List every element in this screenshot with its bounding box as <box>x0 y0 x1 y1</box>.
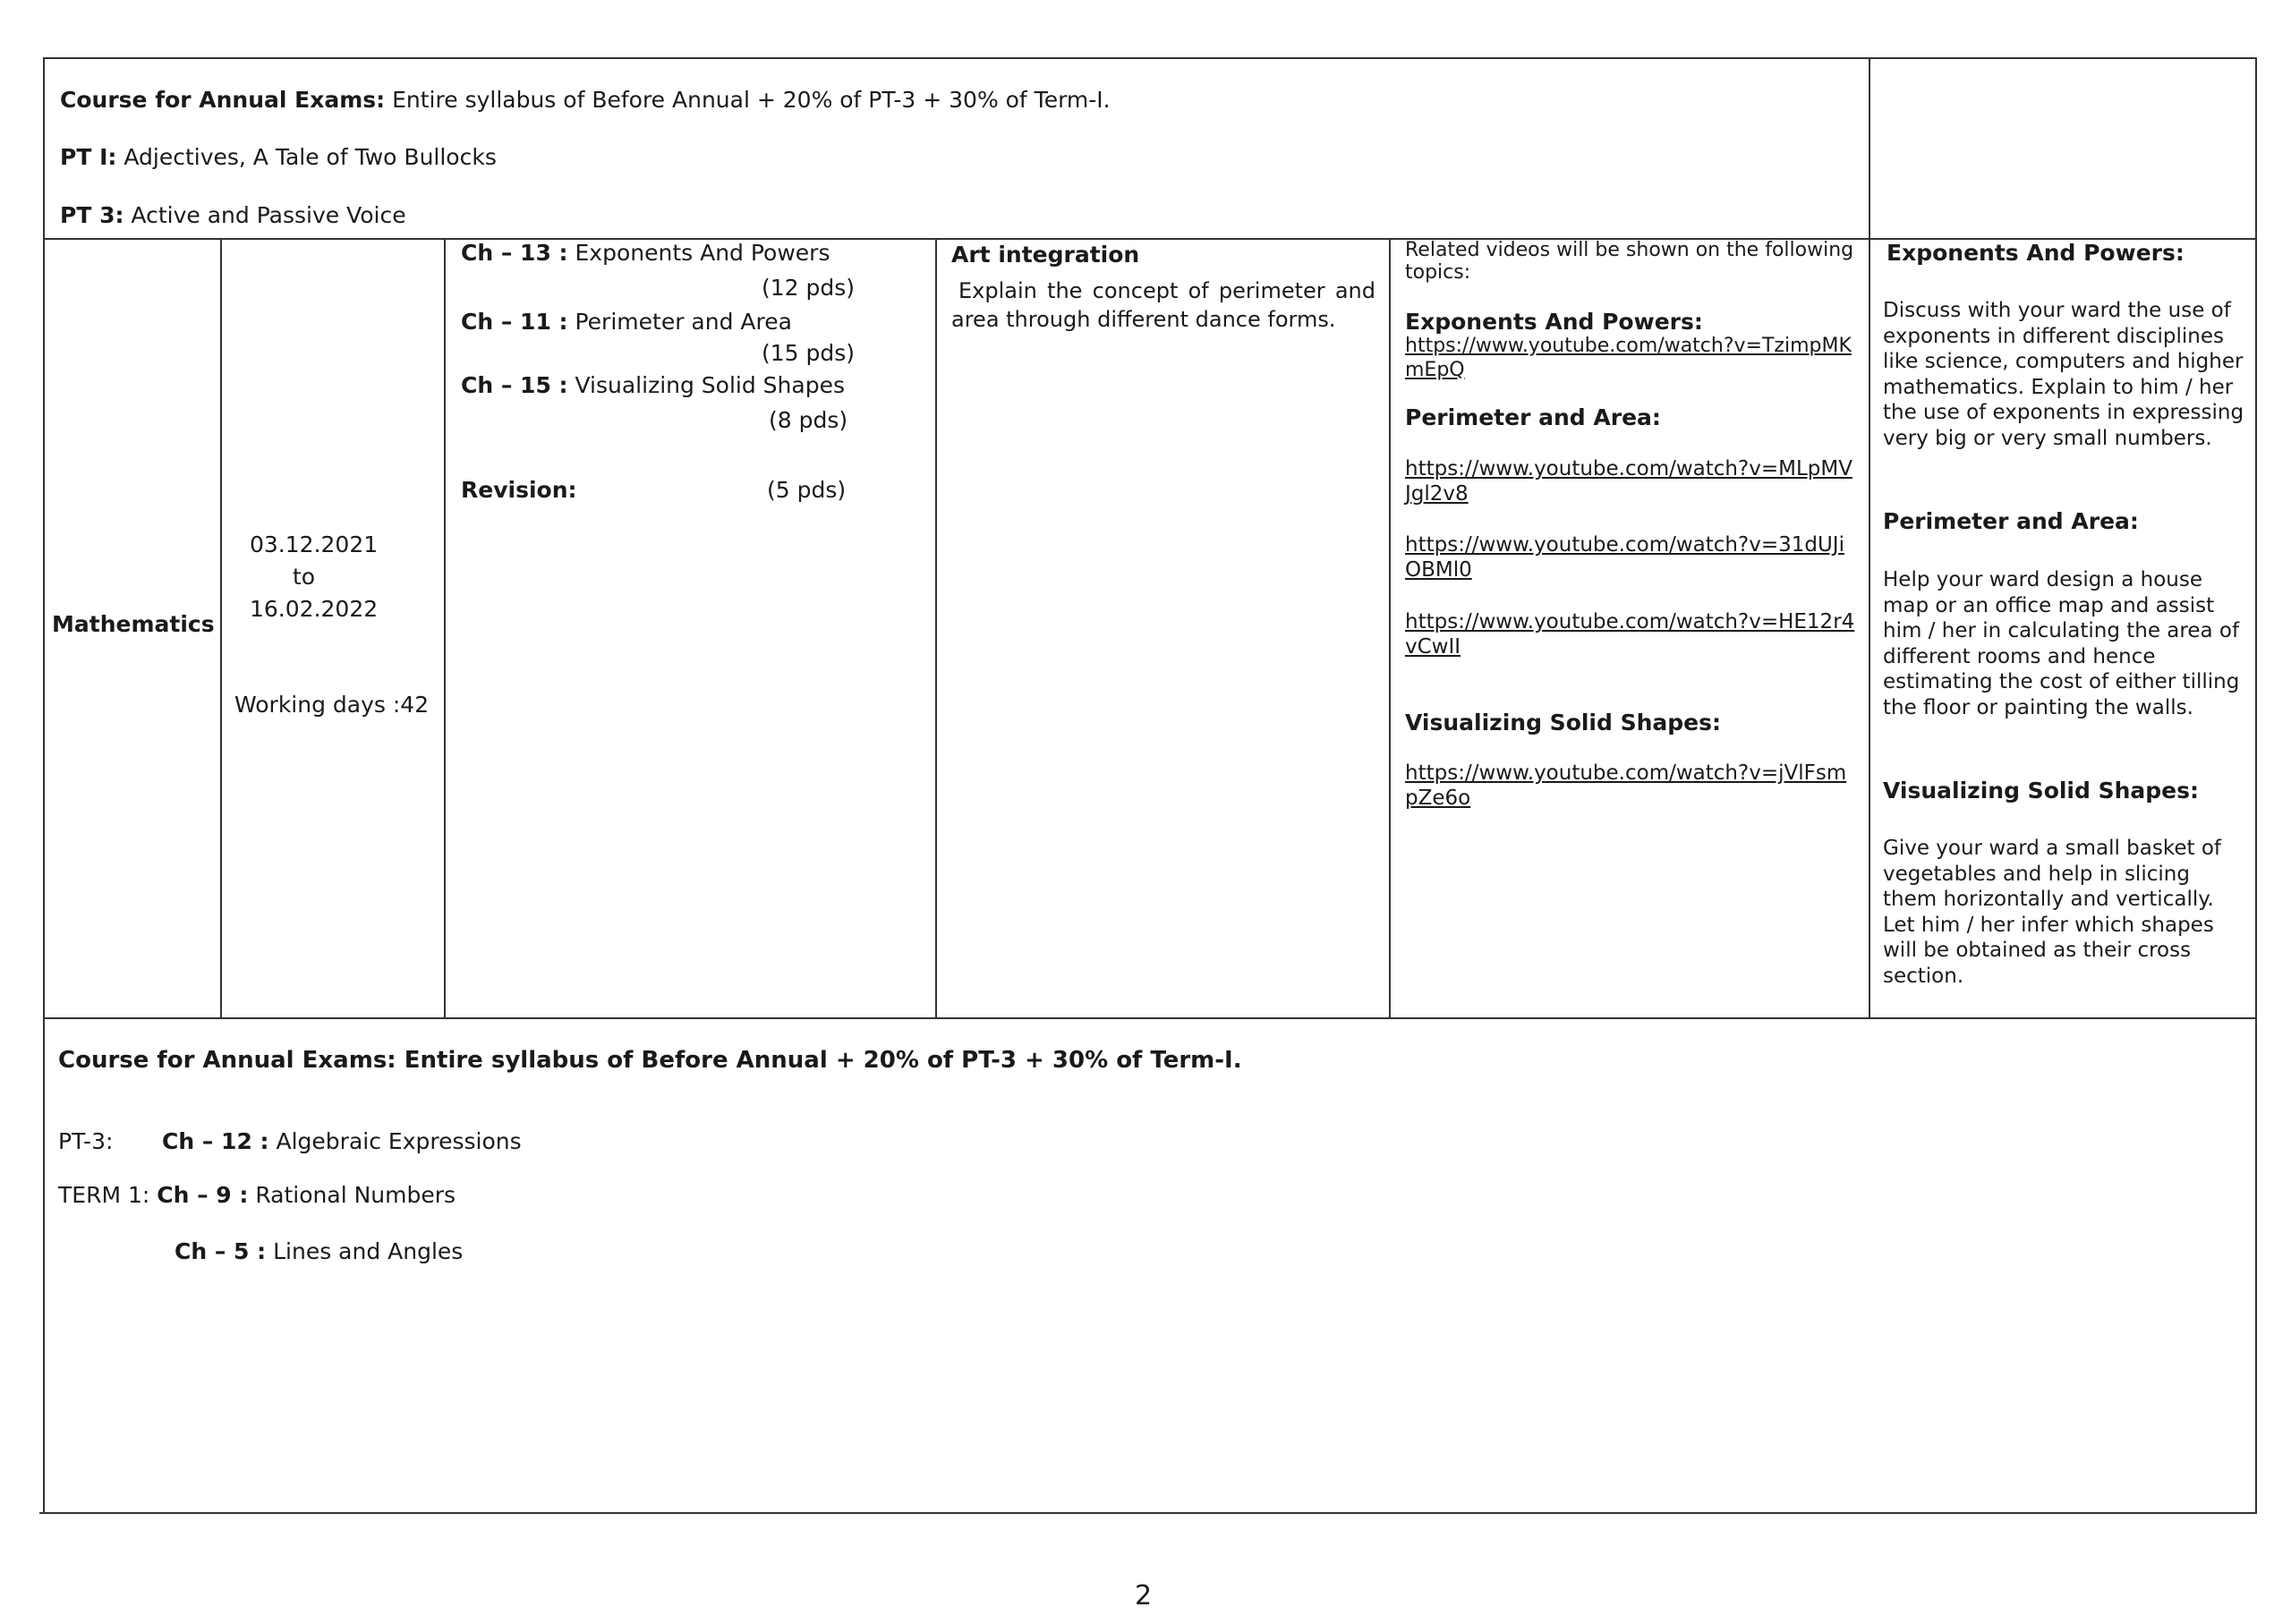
course-line-top <box>60 87 1111 114</box>
chapter-label: Ch – 15 : <box>461 372 568 398</box>
videos-per-title: Perimeter and Area: <box>1405 404 1661 430</box>
chapter-label: Ch – 11 : <box>461 309 568 335</box>
pt3-bottom-chapter <box>162 1128 522 1155</box>
video-link-text[interactable]: https://www.youtube.com/watch?v=TzimpMKmEpQ <box>1405 335 1852 381</box>
parent-per-title: Perimeter and Area: <box>1883 508 2139 534</box>
chapter-name: Algebraic Expressions <box>268 1128 522 1154</box>
date-from: 03.12.2021 <box>250 531 379 557</box>
parent-per-text: Help your ward design a house map or an office map and assist him / her in calculating the area of different rooms and hence estimating the cost of either tilling the floor or painting the walls. <box>1883 568 2240 719</box>
videos-vis-title: Visualizing Solid Shapes: <box>1405 710 1722 735</box>
video-link[interactable] <box>1405 456 1857 506</box>
chapter-label: Ch – 9 : <box>157 1182 249 1208</box>
parent-vis-title: Visualizing Solid Shapes: <box>1883 778 2200 803</box>
chapter-label: Ch – 5 : <box>175 1238 267 1264</box>
course-label: Course for Annual Exams: <box>58 1047 396 1074</box>
term1-label: TERM 1: <box>58 1182 150 1208</box>
chapter-label: Ch – 12 : <box>162 1128 269 1154</box>
pt1-label: PT I: <box>60 144 117 170</box>
date-to-word: to <box>293 564 316 590</box>
working-days: Working days :42 <box>234 692 430 718</box>
course-text: Entire syllabus of Before Annual + 20% of PT-3 + 30% of Term-I. <box>396 1047 1242 1074</box>
videos-exp-title: Exponents And Powers: <box>1405 309 1703 335</box>
video-link[interactable] <box>1405 334 1852 382</box>
video-link[interactable] <box>1405 532 1857 582</box>
course-line-bottom <box>58 1047 1242 1074</box>
chapter-name: Exponents And Powers <box>567 240 830 266</box>
date-to: 16.02.2022 <box>250 596 379 622</box>
videos-intro: Related videos will be shown on the following topics: <box>1405 239 1854 284</box>
parent-exp-title: Exponents And Powers: <box>1886 240 2185 266</box>
parent-vis-text: Give your ward a small basket of vegetables and help in slicing them horizontally and vertically. Let him / her infer which shapes will be obtained as their cross section. <box>1883 837 2221 988</box>
revision-periods: (5 pds) <box>767 477 847 503</box>
art-title: Art integration <box>951 242 1140 268</box>
video-link-text[interactable]: https://www.youtube.com/watch?v=jVlFsmpZe6o <box>1405 761 1847 810</box>
parent-exp-text: Discuss with your ward the use of exponents in different disciplines like science, computers and higher mathematics. Explain to him / her the use of exponents in expressing very big or very small numbers. <box>1883 299 2244 450</box>
pt3-label: PT 3: <box>60 202 124 228</box>
chapter-name: Perimeter and Area <box>567 309 792 335</box>
video-link-text[interactable]: https://www.youtube.com/watch?v=31dUJiOBMl0 <box>1405 533 1844 582</box>
pt1-text: Adjectives, A Tale of Two Bullocks <box>116 144 497 170</box>
ch5-line <box>175 1238 463 1265</box>
chapter-name: Visualizing Solid Shapes <box>567 372 845 398</box>
art-text: Explain the concept of perimeter and area through different dance forms. <box>951 278 1375 332</box>
course-label: Course for Annual Exams: <box>60 87 386 113</box>
pt1-line <box>60 144 497 171</box>
chapter-15 <box>461 372 845 399</box>
term1-line <box>58 1182 456 1209</box>
course-text: Entire syllabus of Before Annual + 20% of PT-3 + 30% of Term-I. <box>385 87 1111 113</box>
subject-cell: Mathematics <box>52 611 215 637</box>
video-link-text[interactable]: https://www.youtube.com/watch?v=MLpMVJgl2v8 <box>1405 457 1852 506</box>
chapter-13 <box>461 240 830 267</box>
chapter-name: Lines and Angles <box>266 1238 464 1264</box>
page-number: 2 <box>1135 1580 1153 1611</box>
pt3-line <box>60 202 406 229</box>
pt3-text: Active and Passive Voice <box>123 202 406 228</box>
revision-label: Revision: <box>461 477 577 503</box>
chapter-periods: (15 pds) <box>762 340 856 366</box>
chapter-periods: (8 pds) <box>769 407 848 433</box>
pt3-bottom-label: PT-3: <box>58 1128 114 1154</box>
chapter-label: Ch – 13 : <box>461 240 568 266</box>
chapter-periods: (12 pds) <box>762 275 856 301</box>
chapter-name: Rational Numbers <box>248 1182 456 1208</box>
video-link[interactable] <box>1405 609 1857 659</box>
video-link[interactable] <box>1405 761 1857 811</box>
chapter-11 <box>461 309 792 336</box>
video-link-text[interactable]: https://www.youtube.com/watch?v=HE12r4vCwII <box>1405 610 1855 659</box>
